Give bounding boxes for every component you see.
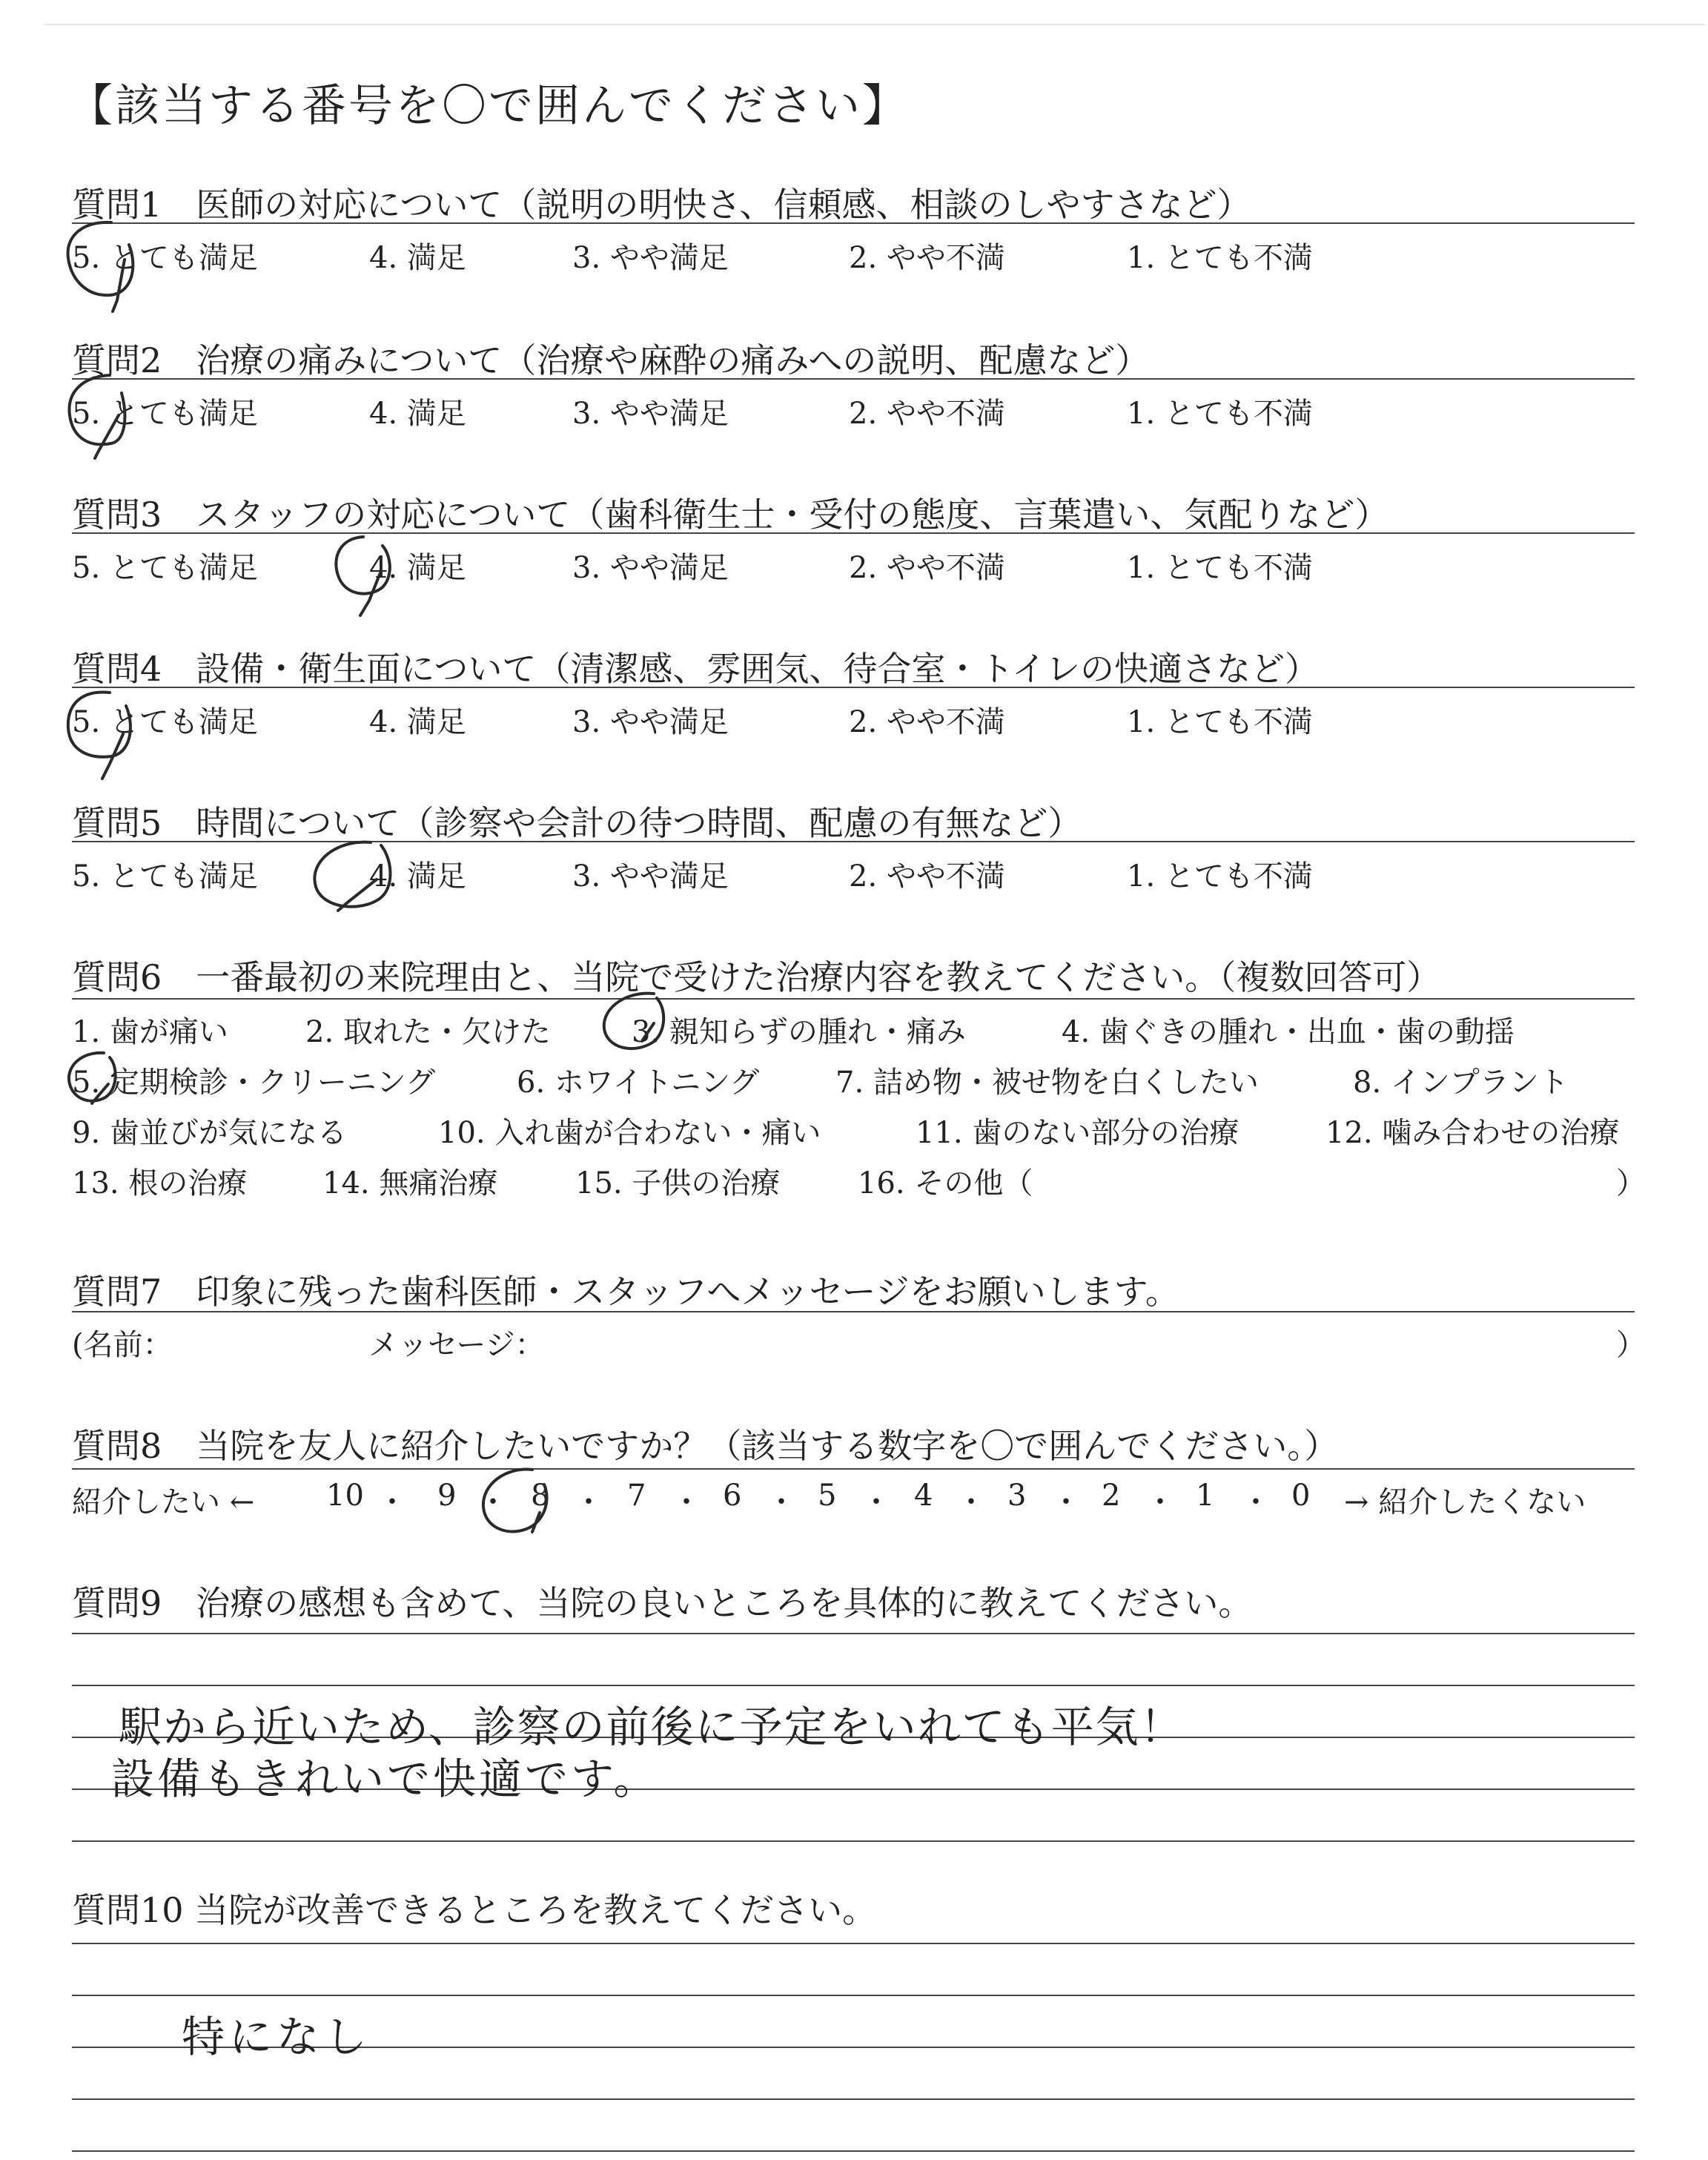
question-4-rule <box>72 687 1635 688</box>
question-5-rule <box>72 841 1635 842</box>
q6-option-9[interactable]: 9. 歯並びが気になる <box>72 1116 347 1150</box>
q6-option-5[interactable]: 5. 定期検診・クリーニング <box>72 1066 436 1100</box>
q4-option-1[interactable]: 1. とても不満 <box>1127 705 1313 739</box>
q6-option-7[interactable]: 7. 詰め物・被せ物を白くしたい <box>835 1066 1259 1100</box>
question-8-rule <box>72 1468 1635 1470</box>
q6-option-3[interactable]: 3. 親知らずの腫れ・痛み <box>632 1015 966 1049</box>
q5-option-1[interactable]: 1. とても不満 <box>1127 859 1313 894</box>
question-1-rule <box>72 222 1635 224</box>
answer-line <box>72 1943 1635 1944</box>
q2-option-1[interactable]: 1. とても不満 <box>1127 397 1313 431</box>
question-9-title: 質問9 治療の感想も含めて、当院の良いところを具体的に教えてください。 <box>72 1583 1253 1623</box>
question-7-title: 質問7 印象に残った歯科医師・スタッフへメッセージをお願いします。 <box>72 1272 1179 1312</box>
q3-option-4[interactable]: 4. 満足 <box>369 551 466 585</box>
question-3-title: 質問3 スタッフの対応について（歯科衛生士・受付の態度、言葉遣い、気配りなど） <box>72 495 1389 535</box>
q8-score-9[interactable]: 9 <box>437 1479 457 1513</box>
question-3-rule <box>72 532 1635 534</box>
q6-option-8[interactable]: 8. インプラント <box>1353 1066 1569 1100</box>
q8-score-6[interactable]: 6 <box>723 1479 742 1513</box>
q5-option-2[interactable]: 2. やや不満 <box>849 859 1005 894</box>
question-2-rule <box>72 378 1635 380</box>
answer-line <box>72 1633 1635 1634</box>
question-1-title: 質問1 医師の対応について（説明の明快さ、信頼感、相談のしやすさなど） <box>72 185 1251 225</box>
q3-option-1[interactable]: 1. とても不満 <box>1127 551 1313 585</box>
question-2-title: 質問2 治療の痛みについて（治療や麻酔の痛みへの説明、配慮など） <box>72 340 1150 380</box>
q10-answer-line-1[interactable]: 特になし <box>182 2012 372 2062</box>
q6-option-14[interactable]: 14. 無痛治療 <box>322 1166 498 1200</box>
question-4-title: 質問4 設備・衛生面について（清潔感、雰囲気、待合室・トイレの快適さなど） <box>72 649 1320 689</box>
answer-line <box>72 2150 1635 2152</box>
q4-option-5[interactable]: 5. とても満足 <box>72 705 258 739</box>
answer-line <box>72 1995 1635 1996</box>
question-10-title: 質問10 当院が改善できるところを教えてください。 <box>72 1890 877 1930</box>
q8-score-2[interactable]: 2 <box>1102 1479 1121 1513</box>
form-title: 【該当する番号を〇で囲んでください】 <box>68 80 909 132</box>
q2-option-2[interactable]: 2. やや不満 <box>849 397 1005 431</box>
q8-score-10[interactable]: 10 <box>326 1479 364 1513</box>
q2-option-4[interactable]: 4. 満足 <box>369 397 466 431</box>
q6-option-2[interactable]: 2. 取れた・欠けた <box>305 1015 551 1049</box>
q8-score-1[interactable]: 1 <box>1196 1479 1215 1513</box>
q4-option-2[interactable]: 2. やや不満 <box>849 705 1005 739</box>
answer-line <box>72 1840 1635 1842</box>
q1-option-5[interactable]: 5. とても満足 <box>72 241 258 275</box>
q8-score-4[interactable]: 4 <box>914 1479 933 1513</box>
q6-option-11[interactable]: 11. 歯のない部分の治療 <box>916 1116 1239 1150</box>
q1-option-3[interactable]: 3. やや満足 <box>572 241 729 275</box>
answer-line <box>72 1685 1635 1686</box>
q8-score-3[interactable]: 3 <box>1007 1479 1027 1513</box>
q3-option-5[interactable]: 5. とても満足 <box>72 551 258 585</box>
q8-score-0[interactable]: 0 <box>1291 1479 1311 1513</box>
q8-score-7[interactable]: 7 <box>627 1479 646 1513</box>
question-6-rule <box>72 998 1635 1000</box>
question-8-title: 質問8 当院を友人に紹介したいですか？（該当する数字を〇で囲んでください。） <box>72 1426 1339 1466</box>
q7-close-paren: ） <box>1616 1328 1646 1362</box>
q2-option-5[interactable]: 5. とても満足 <box>72 397 258 431</box>
q8-right-label: → 紹介したくない <box>1344 1485 1586 1519</box>
q6-option-13[interactable]: 13. 根の治療 <box>72 1166 248 1200</box>
q7-message-label: メッセージ： <box>368 1328 545 1362</box>
q9-answer-line-2[interactable]: 設備もきれいで快適です。 <box>111 1754 660 1804</box>
q8-score-5[interactable]: 5 <box>818 1479 837 1513</box>
q6-option-6[interactable]: 6. ホワイトニング <box>517 1066 760 1100</box>
q1-option-2[interactable]: 2. やや不満 <box>849 241 1005 275</box>
q6-option-4[interactable]: 4. 歯ぐきの腫れ・出血・歯の動揺 <box>1062 1015 1515 1049</box>
q5-option-3[interactable]: 3. やや満足 <box>572 859 729 894</box>
q1-option-4[interactable]: 4. 満足 <box>369 241 466 275</box>
q7-name-label: (名前： <box>72 1328 173 1362</box>
q3-option-2[interactable]: 2. やや不満 <box>849 551 1005 585</box>
q8-left-label: 紹介したい ← <box>72 1485 255 1519</box>
q6-option-16[interactable]: 16. その他（ <box>858 1166 1033 1200</box>
q4-option-3[interactable]: 3. やや満足 <box>572 705 729 739</box>
q1-option-1[interactable]: 1. とても不満 <box>1127 241 1313 275</box>
q6-option-15[interactable]: 15. 子供の治療 <box>575 1166 781 1200</box>
top-border <box>44 24 1705 25</box>
q6-option-12[interactable]: 12. 噛み合わせの治療 <box>1325 1116 1620 1150</box>
q8-score-8[interactable]: 8 <box>531 1479 550 1513</box>
q3-option-3[interactable]: 3. やや満足 <box>572 551 729 585</box>
q9-answer-line-1[interactable]: 駅から近いため、診察の前後に予定をいれても平気！ <box>119 1702 1185 1752</box>
question-7-rule <box>72 1311 1635 1312</box>
question-6-title: 質問6 一番最初の来院理由と、当院で受けた治療内容を教えてください。（複数回答可） <box>72 957 1441 997</box>
q5-option-5[interactable]: 5. とても満足 <box>72 859 258 894</box>
q6-close-paren: ） <box>1616 1166 1646 1200</box>
q4-option-4[interactable]: 4. 満足 <box>369 705 466 739</box>
answer-line <box>72 2098 1635 2100</box>
question-5-title: 質問5 時間について（診察や会計の待つ時間、配慮の有無など） <box>72 803 1082 843</box>
q2-option-3[interactable]: 3. やや満足 <box>572 397 729 431</box>
q6-option-1[interactable]: 1. 歯が痛い <box>72 1015 228 1049</box>
q5-option-4[interactable]: 4. 満足 <box>369 859 466 894</box>
q6-option-10[interactable]: 10. 入れ歯が合わない・痛い <box>438 1116 821 1150</box>
